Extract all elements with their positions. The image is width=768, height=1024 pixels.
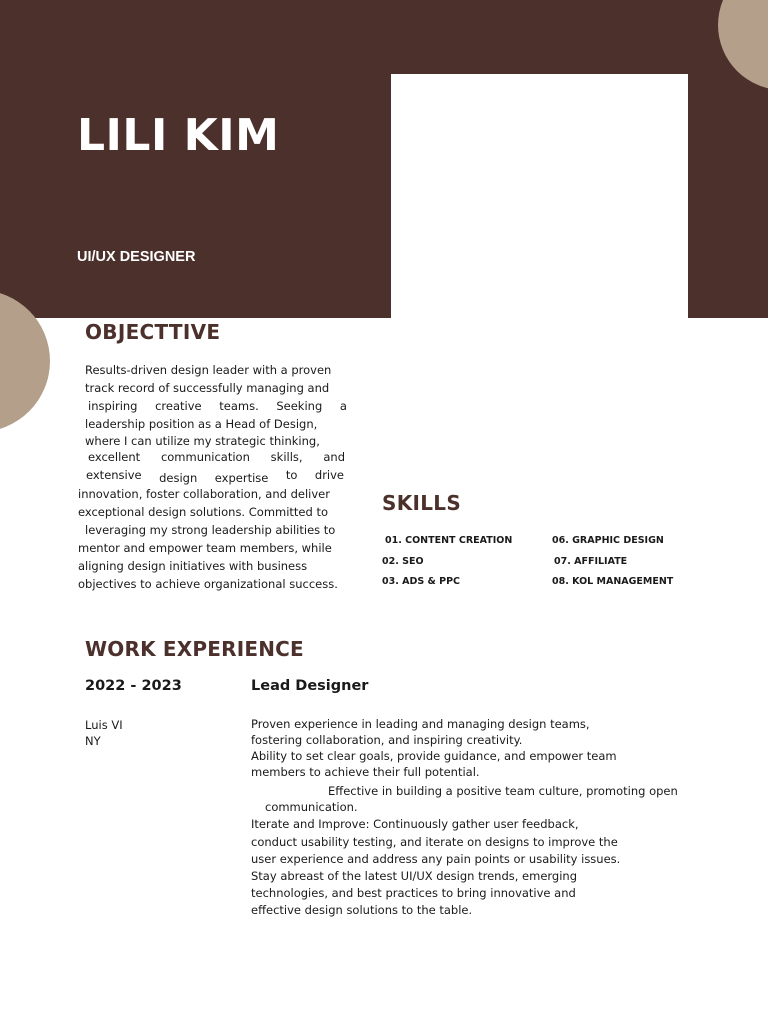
objective-word: and (323, 450, 345, 464)
objective-line: where I can utilize my strategic thinking, (85, 434, 320, 448)
objective-line (88, 450, 345, 464)
objective-word: teams. (219, 399, 259, 413)
skills-heading: SKILLS (382, 491, 462, 515)
objective-line: mentor and empower team members, while (78, 541, 332, 555)
job-description-line: Effective in building a positive team culture, promoting open (328, 784, 678, 798)
company-location: NY (85, 734, 101, 748)
job-description-line: members to achieve their full potential. (251, 765, 480, 779)
objective-word: to (285, 468, 298, 482)
objective-word: inspiring (88, 399, 138, 413)
objective-line (86, 468, 344, 485)
company-info (85, 717, 123, 749)
objective-line: aligning design initiatives with business (78, 559, 308, 573)
objective-line: track record of successfully managing and (85, 381, 330, 395)
objective-line: objectives to achieve organizational success. (78, 577, 338, 591)
objective-line: innovation, foster collaboration, and deliver (78, 487, 330, 501)
job-description-line: Stay abreast of the latest UI/UX design trends, emerging (251, 869, 578, 883)
objective-line: Results-driven design leader with a proven (85, 363, 332, 377)
objective-word: extensive (86, 468, 142, 482)
job-period: 2022 - 2023 (85, 678, 182, 694)
objective-word: expertise (214, 471, 269, 485)
skill-item: 07. AFFILIATE (554, 556, 628, 567)
job-description-line: conduct usability testing, and iterate on designs to improve the (251, 835, 618, 849)
candidate-role: UI/UX DESIGNER (77, 249, 196, 265)
job-description-line: user experience and address any pain points or usability issues. (251, 852, 621, 866)
objective-line: leveraging my strong leadership abilities to (85, 523, 336, 537)
job-description-line: fostering collaboration, and inspiring creativity. (251, 733, 523, 747)
profile-photo-placeholder (391, 74, 688, 319)
job-description-line: Iterate and Improve: Continuously gather user feedback, (251, 817, 579, 831)
objective-word: design (159, 471, 198, 485)
job-description-line: communication. (265, 800, 358, 814)
job-description-line: effective design solutions to the table. (251, 903, 473, 917)
skill-item: 08. KOL MANAGEMENT (552, 576, 674, 587)
objective-word: excellent (88, 450, 141, 464)
objective-word: skills, (270, 450, 303, 464)
skill-item: 06. GRAPHIC DESIGN (552, 535, 664, 546)
objective-word: a (339, 399, 347, 413)
skill-item: 01. CONTENT CREATION (385, 535, 513, 546)
candidate-name: LILI KIM (77, 110, 280, 161)
objective-line (88, 399, 347, 413)
company-name: Luis VI (85, 718, 123, 732)
skill-item: 03. ADS & PPC (382, 576, 461, 587)
job-description-line: Ability to set clear goals, provide guidance, and empower team (251, 749, 617, 763)
objective-word: drive (314, 468, 344, 482)
job-title: Lead Designer (251, 678, 369, 694)
objective-line: exceptional design solutions. Committed to (78, 505, 329, 519)
objective-heading: OBJECTTIVE (85, 320, 221, 344)
objective-word: communication (160, 450, 250, 464)
objective-line: leadership position as a Head of Design, (85, 417, 318, 431)
job-description-line: Proven experience in leading and managing design teams, (251, 717, 590, 731)
objective-word: creative (155, 399, 202, 413)
objective-word: Seeking (276, 399, 323, 413)
work-experience-heading: WORK EXPERIENCE (85, 637, 304, 661)
job-description-line: technologies, and best practices to bring innovative and (251, 886, 576, 900)
skill-item: 02. SEO (382, 556, 424, 567)
